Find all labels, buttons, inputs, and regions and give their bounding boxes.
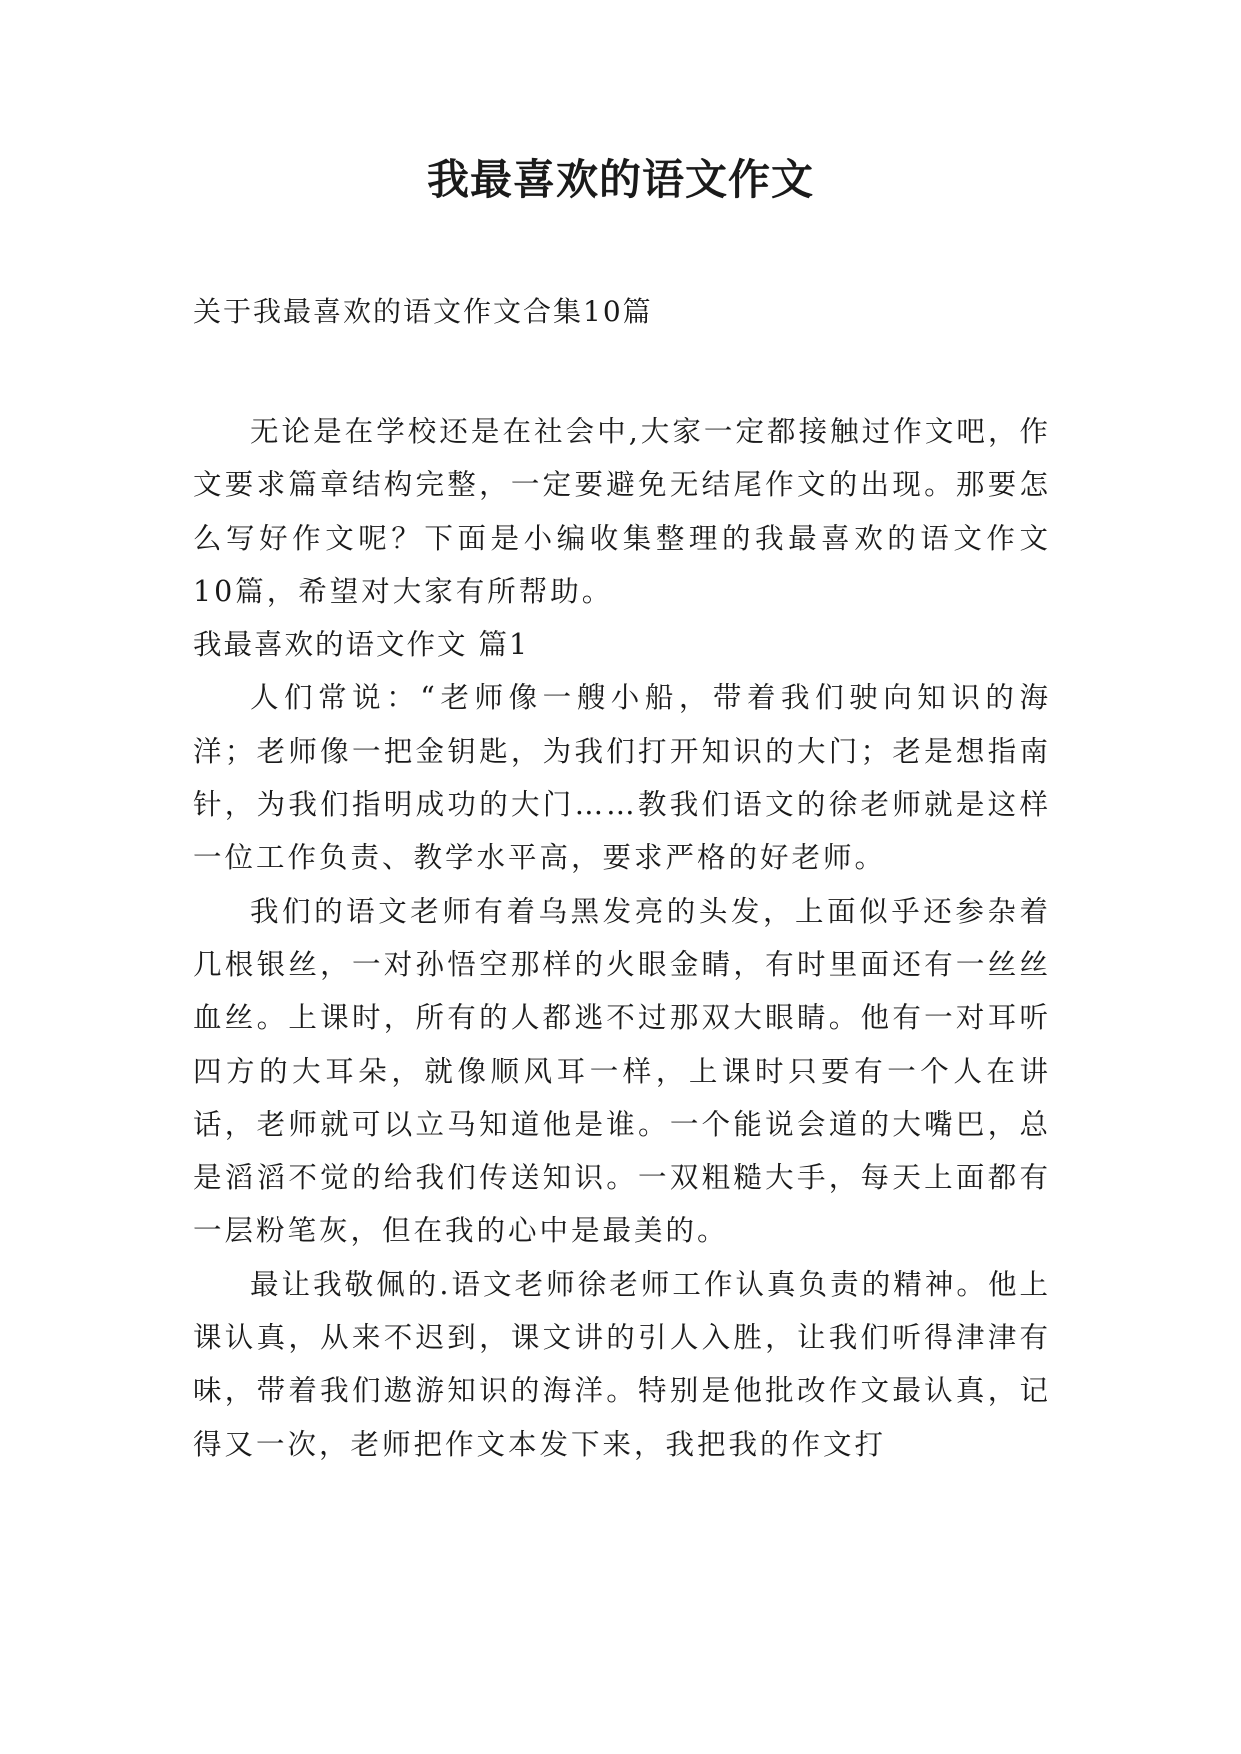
document-title: 我最喜欢的语文作文: [426, 155, 814, 204]
document-body: [193, 405, 1051, 1471]
body-paragraph-3: 最让我敬佩的.语文老师徐老师工作认真负责的精神。他上课认真，从来不迟到，课文讲的引人入胜，让我们听得津津有味，带着我们遨游知识的海洋。特别是他批改作文最认真，记得又一次，老师把作文本发下来，我把我的作文打: [193, 1267, 1051, 1461]
section-heading: 我最喜欢的语文作文 篇1: [193, 628, 530, 662]
body-paragraph-1: 人们常说：“老师像一艘小船，带着我们驶向知识的海洋；老师像一把金钥匙，为我们打开知识的大门；老是想指南针，为我们指明成功的大门……教我们语文的徐老师就是这样一位工作负责、教学水平高，要求严格的好老师。: [193, 681, 1051, 875]
intro-paragraph: 无论是在学校还是在社会中,大家一定都接触过作文吧，作文要求篇章结构完整，一定要避免无结尾作文的出现。那要怎么写好作文呢？下面是小编收集整理的我最喜欢的语文作文10篇，希望对大家有所帮助。: [193, 415, 1051, 608]
body-paragraph-2: 我们的语文老师有着乌黑发亮的头发，上面似乎还参杂着几根银丝，一对孙悟空那样的火眼金睛，有时里面还有一丝丝血丝。上课时，所有的人都逃不过那双大眼睛。他有一对耳听四方的大耳朵，就像顺风耳一样，上课时只要有一个人在讲话，老师就可以立马知道他是谁。一个能说会道的大嘴巴，总是滔滔不觉的给我们传送知识。一双粗糙大手，每天上面都有一层粉笔灰，但在我的心中是最美的。: [193, 894, 1051, 1248]
document-subtitle: 关于我最喜欢的语文作文合集10篇: [193, 295, 653, 328]
